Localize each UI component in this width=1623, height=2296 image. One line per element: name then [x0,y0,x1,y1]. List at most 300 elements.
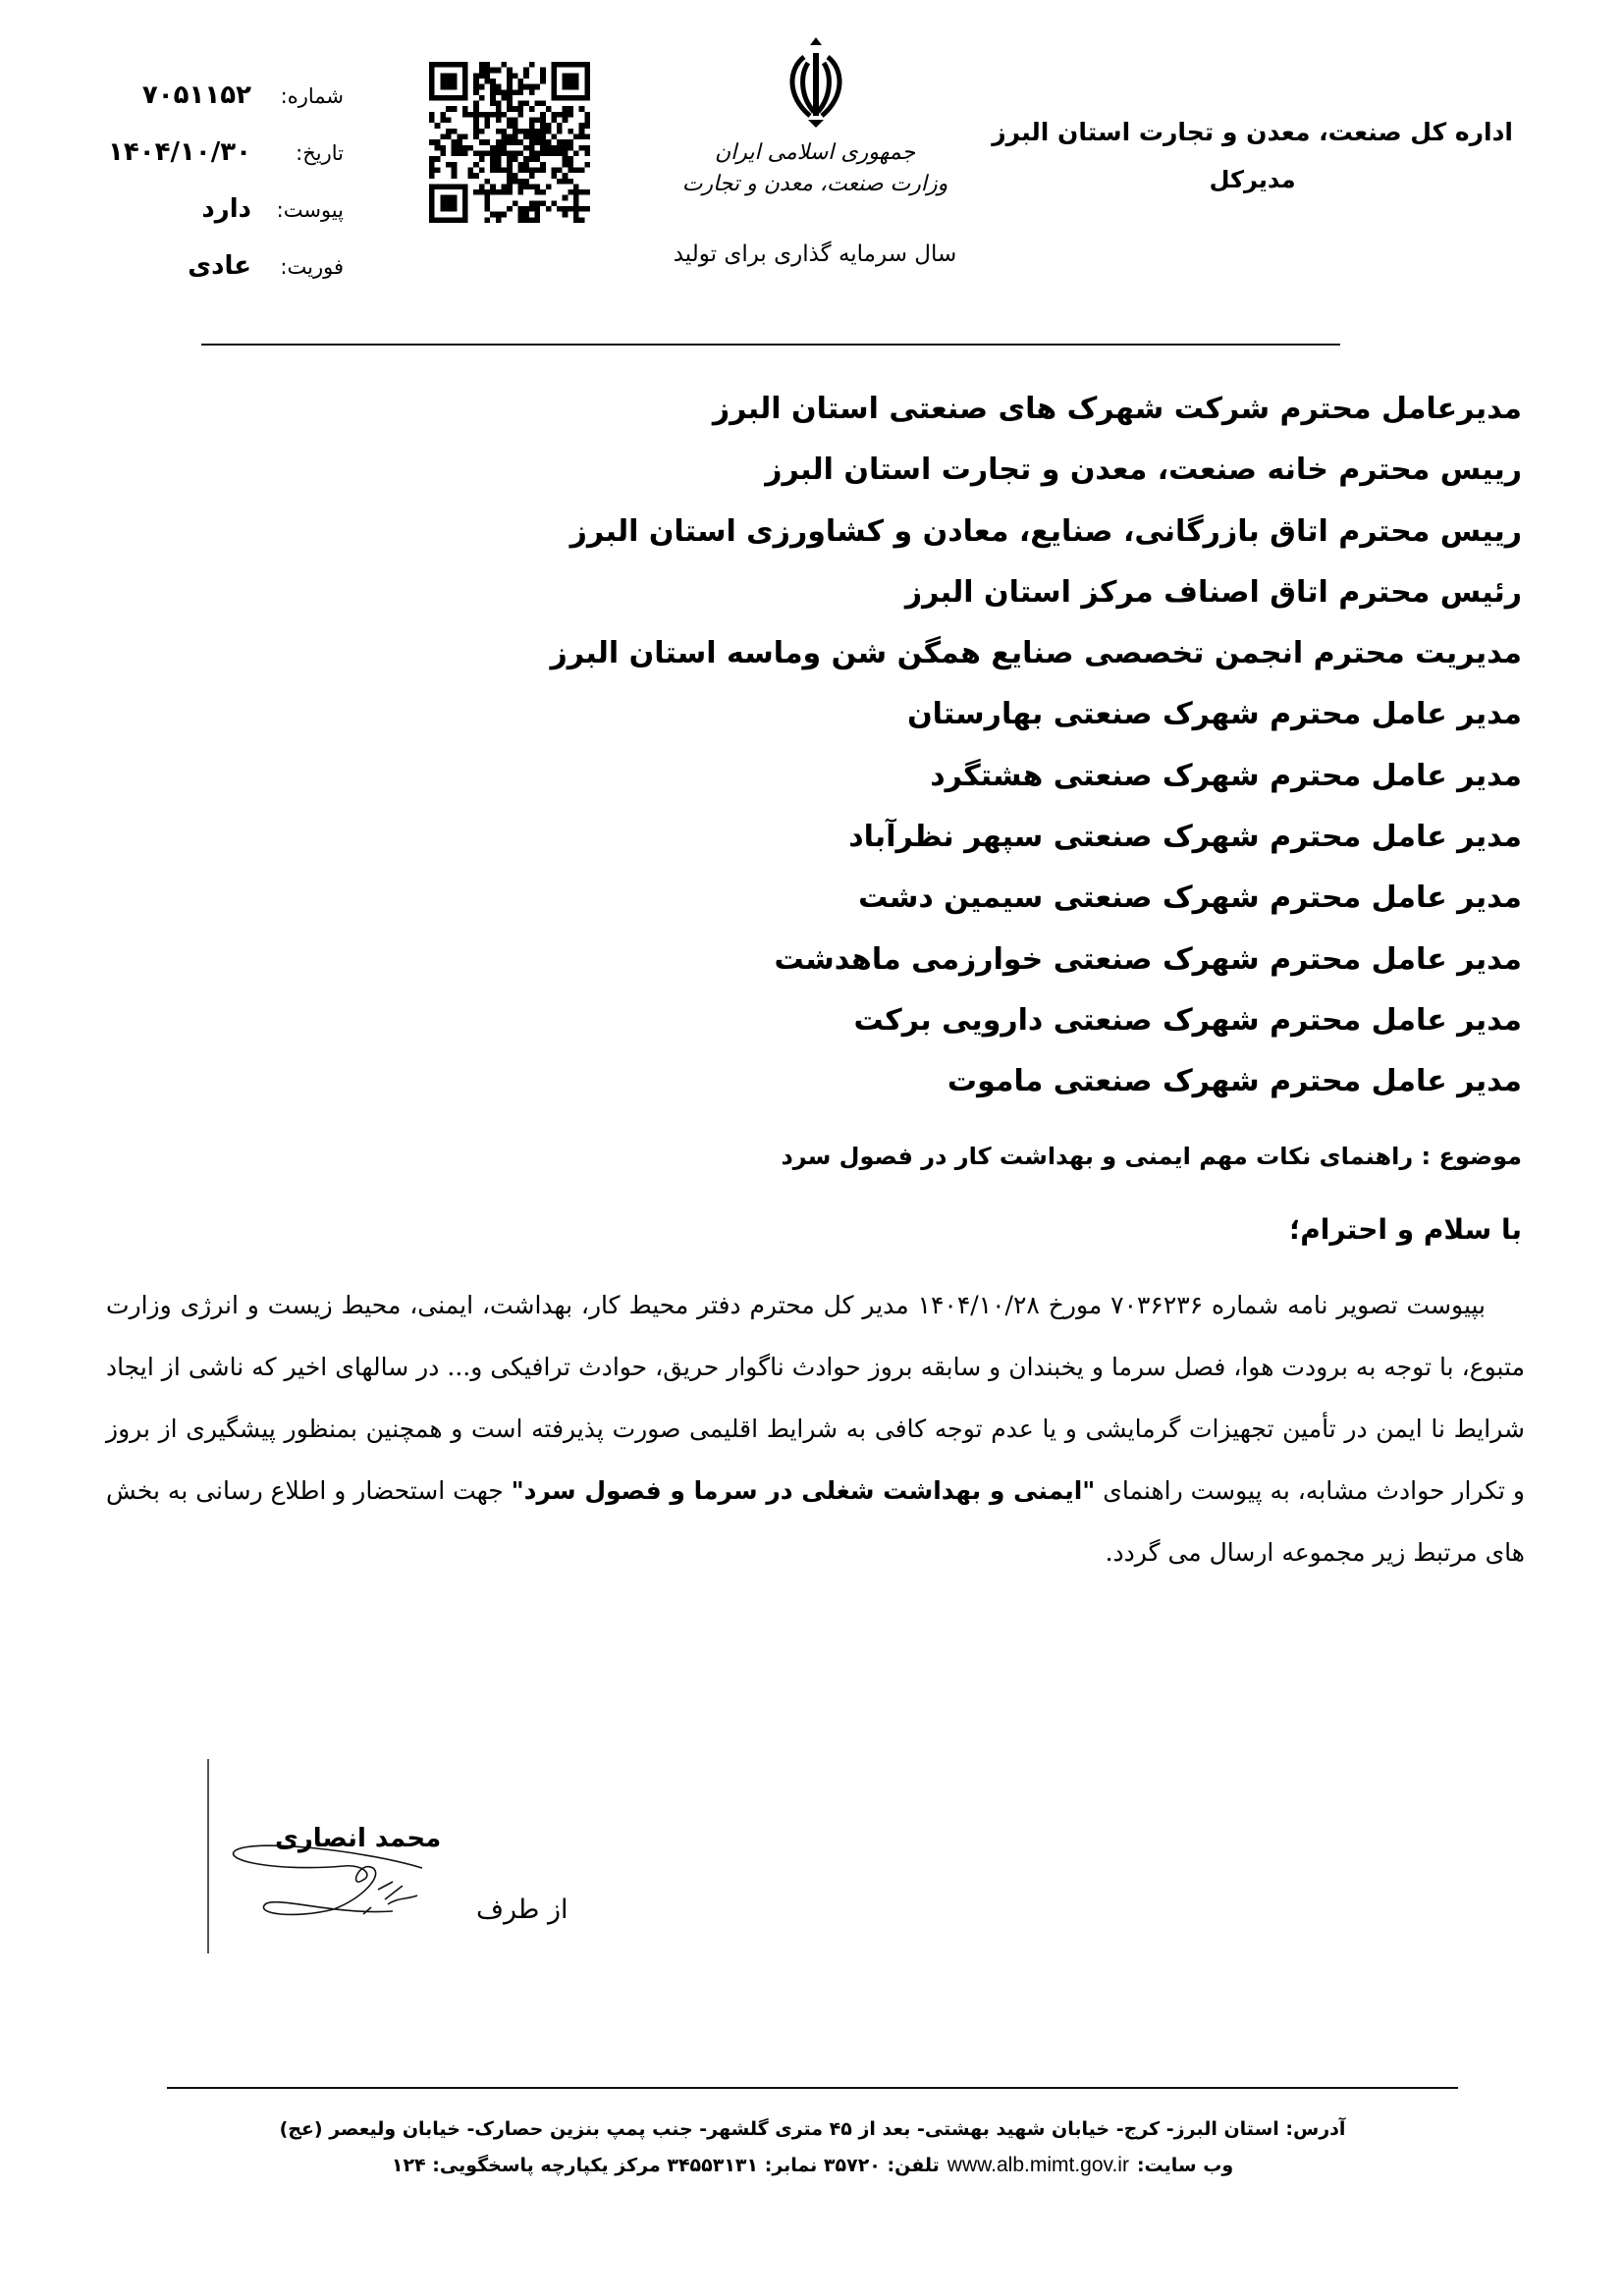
qr-module [523,167,529,173]
qr-module [573,134,579,140]
qr-module [479,112,485,118]
qr-module [485,206,491,212]
qr-module [473,173,479,179]
qr-module [573,195,579,201]
qr-module [440,150,446,156]
qr-module [452,145,458,151]
ministry-line-1: جمهوری اسلامی ایران [714,140,916,165]
qr-module [496,150,502,156]
qr-module [507,139,513,145]
qr-module [579,106,585,112]
ministry-logotype [677,137,952,200]
meta-number [108,80,344,137]
qr-module [490,162,496,168]
qr-module [568,206,573,212]
qr-module [517,184,523,189]
qr-module [479,189,485,195]
qr-module [584,134,590,140]
year-slogan: سال سرمایه گذاری برای تولید [673,241,957,267]
recipient-item: مدیر عامل محترم شهرک صنعتی هشتگرد [930,758,1522,793]
qr-module [485,62,491,68]
qr-module [502,189,508,195]
qr-module [534,139,540,145]
qr-module [496,112,502,118]
qr-module [540,167,546,173]
qr-module [517,189,523,195]
qr-module [551,200,557,206]
qr-module [485,139,491,145]
signature-margin-line [207,1759,209,1953]
qr-module [473,89,479,95]
qr-module [557,145,563,151]
qr-module [502,139,508,145]
qr-module [473,189,479,195]
qr-module [517,179,523,185]
qr-module [490,112,496,118]
qr-module [517,101,523,107]
qr-module [479,139,485,145]
qr-module [502,95,508,101]
qr-module [502,184,508,189]
qr-module [485,123,491,129]
qr-module [534,84,540,90]
qr-module [507,73,513,79]
qr-module [557,206,563,212]
qr-module [529,206,535,212]
website-link[interactable]: www.alb.mimt.gov.ir [947,2154,1129,2176]
qr-module [557,112,563,118]
qr-module [502,134,508,140]
qr-module [507,79,513,84]
letter-body [106,1274,1525,1583]
qr-module [502,212,508,218]
qr-module [452,167,458,173]
qr-module [479,73,485,79]
qr-module [551,167,557,173]
qr-module [584,150,590,156]
qr-module [513,200,518,206]
qr-module [485,112,491,118]
qr-module [573,167,579,173]
meta-priority [108,251,344,308]
qr-module [517,79,523,84]
qr-module [496,89,502,95]
qr-module [563,106,568,112]
qr-module [540,101,546,107]
qr-module [517,129,523,134]
qr-module [502,62,508,68]
qr-module [540,79,546,84]
ministry-line-2: وزارت صنعت، معدن و تجارت [681,172,948,196]
qr-module [496,118,502,124]
body-highlight: "ایمنی و بهداشت شغلی در سرما و فصول سرد" [511,1476,1096,1505]
qr-module [457,139,462,145]
qr-module [457,150,462,156]
qr-module [584,206,590,212]
qr-module [546,123,552,129]
qr-module [563,150,568,156]
qr-module [534,184,540,189]
qr-module [496,212,502,218]
qr-module [573,212,579,218]
qr-module [452,106,458,112]
attachment-label: پیوست: [276,198,344,222]
qr-module [496,106,502,112]
recipient-item: رییس محترم خانه صنعت، معدن و تجارت استان البرز [765,453,1522,488]
qr-module [440,112,446,118]
qr-module [546,106,552,112]
qr-module [579,145,585,151]
qr-module [579,189,585,195]
qr-module [507,106,513,112]
qr-module [446,162,452,168]
qr-module [540,200,546,206]
qr-module [490,101,496,107]
qr-module [517,106,523,112]
qr-module [435,145,441,151]
qr-module [507,150,513,156]
qr-module [523,184,529,189]
qr-module [429,156,435,162]
recipient-item: مدیر عامل محترم شهرک صنعتی بهارستان [907,697,1522,732]
qr-module [507,68,513,74]
qr-module [517,89,523,95]
qr-module [452,162,458,168]
qr-module [579,217,585,223]
qr-module [584,112,590,118]
qr-module [517,167,523,173]
qr-module [490,167,496,173]
qr-module [579,134,585,140]
qr-module [584,162,590,168]
qr-module [496,68,502,74]
qr-module [579,167,585,173]
qr-module [496,156,502,162]
qr-module [485,68,491,74]
qr-module [435,123,441,129]
qr-module [517,206,523,212]
qr-module [496,189,502,195]
qr-module [568,189,573,195]
qr-module [473,129,479,134]
qr-module [568,179,573,185]
website-label: وب سایت: [1136,2155,1234,2176]
qr-module [551,145,557,151]
qr-module [540,139,546,145]
qr-module [529,134,535,140]
recipient-item: مدیرعامل محترم شرکت شهرک های صنعتی استان البرز [712,392,1522,426]
qr-module [573,189,579,195]
qr-module [462,134,468,140]
qr-module [563,139,568,145]
qr-module [496,162,502,168]
qr-module [529,139,535,145]
qr-module [568,106,573,112]
qr-module [568,139,573,145]
qr-module [529,145,535,151]
qr-module [457,134,462,140]
qr-module [479,184,485,189]
qr-module [507,84,513,90]
qr-module [584,118,590,124]
priority-label: فوریت: [280,255,344,279]
qr-module [523,212,529,218]
qr-module [529,173,535,179]
qr-module [440,145,446,151]
recipient-item: مدیر عامل محترم شهرک صنعتی دارویی برکت [853,1002,1522,1038]
qr-module [440,118,446,124]
qr-module [479,156,485,162]
qr-module [529,167,535,173]
qr-module [490,89,496,95]
footer-address: آدرس: استان البرز- کرج- خیابان شهید بهشتی- بعد از ۴۵ متری گلشهر- جنب پمپ بنزین حصارک- خیابان ولیعصر (عج) [279,2118,1346,2140]
qr-module [534,189,540,195]
qr-module [462,112,468,118]
qr-module [462,145,468,151]
qr-module [579,206,585,212]
qr-module [540,73,546,79]
qr-module [573,200,579,206]
qr-module [429,162,435,168]
qr-module [490,95,496,101]
qr-module [440,134,446,140]
qr-module [540,145,546,151]
qr-module [584,145,590,151]
qr-module [540,189,546,195]
qr-module [473,118,479,124]
qr-module [485,189,491,195]
recipient-item: مدیریت محترم انجمن تخصصی صنایع همگن شن وماسه استان البرز [550,636,1522,671]
qr-module [513,179,518,185]
qr-module [540,129,546,134]
qr-module [573,184,579,189]
qr-module [529,200,535,206]
qr-module [557,123,563,129]
qr-module [523,129,529,134]
qr-module [462,150,468,156]
qr-module [523,156,529,162]
qr-module [490,156,496,162]
qr-module [568,129,573,134]
contact-numbers: تلفن: ۳۵۷۲۰ نمابر: ۳۴۵۵۳۱۳۱ مرکز یکپارچه پاسخگویی: ۱۲۴ [391,2155,940,2176]
qr-module [507,123,513,129]
qr-module [507,184,513,189]
qr-module [584,189,590,195]
qr-module [568,167,573,173]
qr-module [523,84,529,90]
qr-module [429,173,435,179]
qr-module [540,162,546,168]
qr-module [534,118,540,124]
qr-module [523,73,529,79]
org-name: اداره کل صنعت، معدن و تجارت استان البرز [992,118,1513,146]
recipient-item: مدیر عامل محترم شهرک صنعتی خوارزمی ماهدشت [774,941,1522,977]
qr-module [485,217,491,223]
letter-greeting: با سلام و احترام؛ [1289,1213,1522,1246]
signatory-name: محمد انصاری [275,1824,442,1853]
qr-module [523,68,529,74]
qr-module [563,145,568,151]
priority-value: عادی [188,251,251,281]
number-label: شماره: [280,84,344,108]
qr-module [468,173,474,179]
qr-module [513,129,518,134]
qr-module [523,101,529,107]
qr-module [440,195,457,212]
qr-module [513,89,518,95]
qr-module [490,184,496,189]
qr-module [551,118,557,124]
qr-module [534,101,540,107]
qr-module [551,112,557,118]
qr-module [529,106,535,112]
qr-module [473,162,479,168]
qr-module [507,162,513,168]
qr-module [546,206,552,212]
qr-module [523,145,529,151]
qr-module [534,212,540,218]
qr-module [502,112,508,118]
qr-module [513,123,518,129]
footer-divider [167,2087,1458,2089]
qr-module [557,150,563,156]
qr-module [435,156,441,162]
qr-module [579,123,585,129]
qr-module [473,134,479,140]
qr-module [485,179,491,185]
qr-module [452,173,458,179]
qr-module [563,206,568,212]
qr-module [446,118,452,124]
qr-module [479,150,485,156]
qr-module [440,73,457,89]
qr-module [507,179,513,185]
qr-module [523,162,529,168]
qr-module [473,106,479,112]
qr-module [534,129,540,134]
qr-module [490,68,496,74]
qr-module [579,129,585,134]
footer-contacts [167,2154,1458,2177]
qr-module [446,134,452,140]
qr-module [496,145,502,151]
qr-module [513,73,518,79]
qr-module [563,195,568,201]
recipients-list [344,379,1522,1113]
qr-module [573,206,579,212]
qr-module [462,106,468,112]
qr-module [523,179,529,185]
qr-module [507,167,513,173]
qr-module [446,129,452,134]
qr-module [479,62,485,68]
qr-module [485,150,491,156]
qr-code-icon[interactable] [429,62,590,223]
qr-module [563,162,568,168]
letter-subject: موضوع : راهنمای نکات مهم ایمنی و بهداشت کار در فصول سرد [781,1143,1522,1170]
qr-module [546,184,552,189]
qr-module [429,167,435,173]
recipient-item: مدیر عامل محترم شهرک صنعتی سیمین دشت [858,881,1522,916]
qr-module [557,129,563,134]
qr-module [529,62,535,68]
qr-module [563,112,568,118]
qr-module [452,139,458,145]
qr-module [534,217,540,223]
qr-module [468,145,474,151]
qr-module [563,173,568,179]
qr-module [563,118,568,124]
qr-module [551,134,557,140]
qr-module [568,156,573,162]
qr-module [540,134,546,140]
recipient-item: رئیس محترم اتاق اصناف مرکز استان البرز [904,574,1522,610]
qr-module [513,134,518,140]
qr-module [540,150,546,156]
recipient-item: رییس محترم اتاق بازرگانی، صنایع، معادن و کشاورزی استان البرز [569,513,1522,549]
qr-module [529,118,535,124]
qr-module [540,123,546,129]
qr-module [502,145,508,151]
qr-module [568,145,573,151]
qr-module [473,79,479,84]
qr-module [502,89,508,95]
qr-module [517,139,523,145]
qr-module [496,101,502,107]
iran-emblem-icon [781,35,851,130]
qr-module [517,212,523,218]
date-label: تاریخ: [296,141,344,165]
qr-module [485,118,491,124]
qr-module [490,150,496,156]
qr-module [473,123,479,129]
qr-module [513,173,518,179]
qr-module [513,156,518,162]
qr-module [502,150,508,156]
qr-module [507,189,513,195]
qr-module [507,95,513,101]
qr-module [507,173,513,179]
qr-module [513,139,518,145]
qr-module [534,206,540,212]
qr-module [452,129,458,134]
qr-module [435,167,441,173]
qr-module [568,112,573,118]
qr-module [540,112,546,118]
qr-module [523,217,529,223]
org-role: مدیرکل [1209,166,1296,193]
date-value: ۱۴۰۴/۱۰/۳۰ [108,137,251,167]
qr-module [473,73,479,79]
qr-module [540,68,546,74]
qr-module [546,139,552,145]
qr-module [490,189,496,195]
qr-module [563,73,579,89]
qr-module [502,129,508,134]
qr-module [573,150,579,156]
qr-module [557,179,563,185]
qr-module [551,150,557,156]
qr-module [490,79,496,84]
qr-module [513,106,518,112]
qr-module [479,95,485,101]
qr-module [534,200,540,206]
body-text-1: بپیوست تصویر نامه شماره ۷۰۳۶۲۳۶ مورخ ۱۴۰۴/۱۰/۲۸ مدیر کل محترم دفتر محیط کار، بهداشت، ایمنی، محیط زیست و انرژی وزارت متبوع، با توجه به برودت هوا، فصل سرما و یخبندان و سابقه بروز حوادث ناگوار حریق، حوادث ترافیکی و... در سالهای اخیر که ناشی از ایجاد شرایط نا ایمن در تأمین تجهیزات گرمایشی و یا عدم توجه کافی به شرایط اقلیمی صورت پذیرفته است و همچنین بمنظور پیشگیری از بروز و تکرار حوادث مشابه، به پیوست راهنمای [106,1291,1525,1505]
qr-module [446,106,452,112]
qr-module [523,206,529,212]
qr-module [507,134,513,140]
qr-module [540,118,546,124]
